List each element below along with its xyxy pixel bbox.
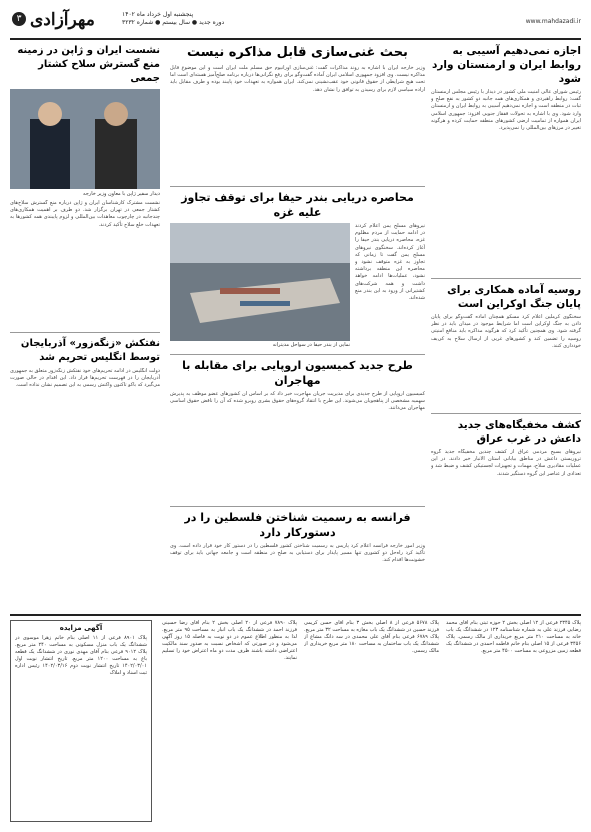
masthead [10, 8, 581, 40]
meeting-photo [10, 89, 160, 189]
divider [170, 186, 425, 187]
article-body-russia-ukraine: سخنگوی کرملین اعلام کرد مسکو همچنان آماده گفت‌وگو برای پایان دادن به جنگ اوکراین است اما شرایط موجود در میدان باید در نظر گرفته شود. وی همچنین تأکید کرد که هرگونه مذاکره باید منافع امنیتی روسیه را تضمین کند و کشورهای غربی از ارسال سلاح به کی‌یف خودداری کنند. [431, 314, 581, 349]
divider [170, 354, 425, 355]
headline-iran-japan: نشست ایران و ژاپن در زمینه منع گسترش سلاح کشتار جمعی [17, 45, 160, 84]
divider [431, 278, 581, 279]
headline-haifa-blockade: محاصره دریایی بندر حیفا برای توقف تجاوز علیه غزه [181, 191, 414, 219]
dateline [122, 11, 322, 27]
right-column [431, 44, 581, 599]
divider [431, 413, 581, 414]
divider [10, 332, 160, 333]
classified-column: پلاک ۷۸۹۰ فرعی از ۲۰ اصلی بخش ۲ بنام آقای رضا حسینی فرزند احمد در ششدانگ یک باب انبار به مساحت ۹۵ متر مربع. لذا به منظور اطلاع عموم در دو نوبت به فاصله ۱۵ روز آگهی می‌شود و در صورتی که اشخاص نسبت به صدور سند مالکیت اعتراضی داشته باشند ظرف مدت دو ماه اعتراض خود را تسلیم نمایند. [162, 620, 297, 661]
divider [170, 506, 425, 507]
meeting-illustration [10, 89, 160, 189]
headline-france-palestine: فرانسه به رسمیت شناختن فلسطین را در دستورکار دارد [184, 511, 411, 539]
article-body-eu-migrants: کمیسیون اروپایی از طرح جدیدی برای مدیریت جریان مهاجرت خبر داد که بر اساس آن کشورهای عضو موظف به پذیرش سهمیه مشخصی از پناهجویان می‌شوند. این طرح با انتقاد گروه‌های حقوق بشری روبرو شده که آن را ناقض حقوق اساسی مهاجران می‌دانند. [170, 391, 425, 412]
newspaper-logo: مهرآزادی [30, 10, 95, 30]
article-body-iran-japan: نشست مشترک کارشناسان ایران و ژاپن درباره منع گسترش سلاح‌های کشتار جمعی در تهران برگزار شد. دو طرف بر اهمیت همکاری‌های چندجانبه در چارچوب معاهدات بین‌المللی و لزوم پایبندی همه کشورها به تعهدات خلع سلاح تأکید کردند. [10, 200, 160, 228]
classified-box-title: آگهی مزایده [59, 624, 103, 632]
page-number: ۳ [12, 12, 26, 26]
article-body-enrichment: وزیر خارجه ایران با اشاره به روند مذاکرات گفت: غنی‌سازی اورانیوم حق مسلم ملت ایران است و این موضوع قابل مذاکره نیست. وی افزود جمهوری اسلامی ایران آماده گفت‌وگو برای رفع نگرانی‌ها درباره برنامه صلح‌آمیز هسته‌ای است اما تحت هیچ شرایطی از حقوق قانونی خود عقب‌نشینی نمی‌کند. ایران همواره به تعهدات خود پایبند بوده و طرف مقابل باید اراده سیاسی لازم برای رسیدن به توافق را نشان دهد. [170, 65, 425, 93]
headline-iran-armenia: اجازه نمی‌دهیم آسیبی به روابط ایران و ارمنستان وارد شود [431, 45, 581, 85]
headline-isis-iraq: کشف مخفیگاه‌های جدید داعش در غرب عراق [457, 419, 581, 445]
article-body-isis-iraq: نیروهای بسیج مردمی عراق از کشف چندین مخفیگاه جدید گروه تروریستی داعش در مناطق بیابانی استان الانبار خبر دادند. در این عملیات مقادیری سلاح، مهمات و تجهیزات لجستیکی کشف و ضبط شد و تعدادی از عناصر این گروه دستگیر شدند. [431, 449, 581, 477]
headline-eu-migrants: طرح جدید کمیسیون اروپایی برای مقابله با مهاجران [182, 359, 413, 387]
issue-text: دوره جدید ● سال بیستم ● شماره ۳۲۳۲ [122, 19, 225, 26]
photo-caption: نمایی از بندر حیفا در سواحل مدیترانه [272, 342, 350, 348]
classified-column: پلاک ۲۳۴۵ فرعی از ۱۲ اصلی بخش ۲ حوزه ثبتی بنام آقای محمد رضایی فرزند علی به شماره شناسنامه ۱۲۳ در ششدانگ یک باب خانه به مساحت ۲۱۰ متر مربع خریداری از مالک رسمی. پلاک ۳۴۵۶ فرعی از ۱۵ اصلی بنام خانم فاطمه احمدی در ششدانگ یک قطعه زمین مزروعی به مساحت ۴۵۰۰ متر مربع. [446, 620, 581, 654]
photo-caption: دیدار سفیر ژاپن با معاون وزیر خارجه [83, 191, 160, 197]
article-body-france-palestine: وزیر امور خارجه فرانسه اعلام کرد پاریس به رسمیت شناختن کشور فلسطین را در دستور کار خود قرار داده است. وی تأکید کرد راه‌حل دو کشوری تنها مسیر پایدار برای دستیابی به صلح در منطقه است و جامعه جهانی باید برای توقف خشونت‌ها اقدام کند. [170, 543, 425, 564]
classified-section [10, 614, 581, 826]
date-text: پنجشنبه اول خرداد ماه ۱۴۰۲ [122, 11, 194, 18]
classified-column: پلاک ۵۶۷۸ فرعی از ۸ اصلی بخش ۳ بنام آقای حسن کریمی فرزند حسین در ششدانگ یک باب مغازه به مساحت ۳۲ متر مربع. پلاک ۶۷۸۹ فرعی بنام آقای علی محمدی در سه دانگ مشاع از ششدانگ یک باب ساختمان به مساحت ۱۸۰ متر مربع خریداری از مالک رسمی. [304, 620, 439, 654]
feature-block [170, 223, 425, 351]
port-illustration [170, 223, 350, 341]
headline-enrichment: بحث غنی‌سازی قابل مذاکره نیست [187, 45, 408, 60]
classified-box [10, 620, 152, 822]
headline-russia-ukraine: روسیه آماده همکاری برای پایان جنگ اوکراین است [447, 284, 581, 310]
center-column [170, 44, 425, 603]
website-link[interactable]: www.mahdazadi.ir [525, 18, 581, 25]
newspaper-page [10, 8, 581, 824]
article-body-iran-armenia: رئیس شورای عالی امنیت ملی کشور در دیدار با رئیس مجلس ارمنستان گفت: روابط راهبردی و همکاری‌های همه جانبه دو کشور به نفع صلح و ثبات در منطقه است و اجازه نمی‌دهیم آسیبی به روابط ایران و ارمنستان وارد شود. وی با اشاره به تحولات قفقاز جنوبی افزود: جمهوری اسلامی ایران همواره از تمامیت ارضی کشورهای منطقه حمایت کرده و هرگونه تغییر در مرزهای بین‌المللی را نمی‌پذیرد. [431, 89, 581, 132]
article-body-tanker-sanction: دولت انگلیس در ادامه تحریم‌های خود نفتکش زنگه‌زور متعلق به جمهوری آذربایجان را در فهرست تحریم‌ها قرار داد. این اقدام در حالی صورت می‌گیرد که باکو تاکنون واکنش رسمی به این تصمیم نشان نداده است. [10, 368, 160, 389]
article-body-haifa: نیروهای مسلح یمن اعلام کردند در ادامه حمایت از مردم مظلوم غزه، محاصره دریایی بندر حیفا را آغاز کرده‌اند. سخنگوی نیروهای مسلح یمن گفت تا زمانی که تجاوز به غزه متوقف نشود و محاصره این منطقه برداشته نشود، عملیات‌ها ادامه خواهد داشت و همه شرکت‌های کشتیرانی از ورود به این بندر منع شده‌اند. [355, 223, 425, 302]
classified-column: پلاک ۸۹۰۱ فرعی از ۱۱ اصلی بنام خانم زهرا موسوی در ششدانگ یک باب منزل مسکونی به مساحت ۲۴۰ متر مربع. پلاک ۹۰۱۲ فرعی بنام آقای مهدی نوری در ششدانگ یک قطعه باغ به مساحت ۱۲۰۰ متر مربع. تاریخ انتشار نوبت اول ۱۴۰۲/۰۳/۰۱ تاریخ انتشار نوبت دوم ۱۴۰۲/۰۳/۱۶ رئیس اداره ثبت اسناد و املاک [15, 635, 147, 676]
port-photo [170, 223, 350, 341]
headline-tanker-sanction: نفتکش «زنگه‌زور» آذربایجان توسط انگلیس تحریم شد [20, 338, 160, 363]
left-column [10, 44, 160, 568]
